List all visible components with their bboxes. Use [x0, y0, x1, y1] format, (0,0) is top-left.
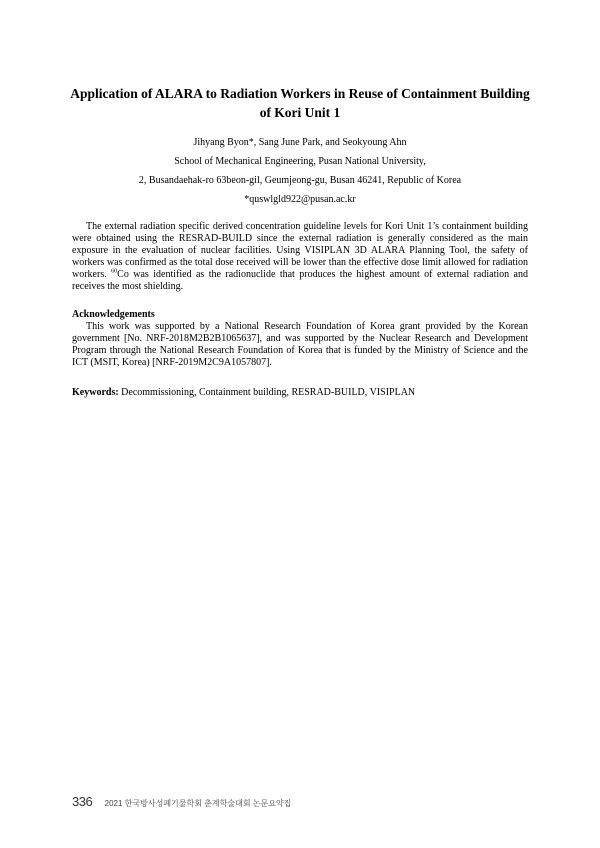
affiliation: School of Mechanical Engineering, Pusan National University, [174, 156, 426, 167]
keywords [72, 387, 528, 399]
acknowledgements-heading: Acknowledgements [72, 309, 155, 320]
page-footer [72, 793, 291, 811]
page-number: 336 [72, 794, 93, 809]
author-list: Jihyang Byon*, Sang June Park, and Seokyoung Ahn [193, 137, 407, 148]
isotope-superscript: 60 [111, 268, 118, 275]
paper-title: Application of ALARA to Radiation Workers in Reuse of Containment Building of Kori Unit 1 [70, 86, 530, 120]
email-address: *quswlgld922@pusan.ac.kr [244, 194, 356, 205]
abstract-text-part2: Co was identified as the radionuclide that produces the highest amount of external radiation and receives the most shielding. [72, 269, 528, 292]
abstract-text-part1: The external radiation specific derived concentration guideline levels for Kori Unit 1’s containment building were obtained using the RESRAD-BUILD since the external radiation is generally considered as the main exposure in the evaluation of nuclear facilities. Using VISIPLAN 3D ALARA Planning Tool, the safety of workers was confirmed as the total dose received will be lower than the effective dose limit allowed for radiation workers. [72, 221, 528, 280]
abstract [72, 221, 528, 293]
keywords-text: Decommissioning, Containment building, RESRAD-BUILD, VISIPLAN [118, 387, 416, 398]
keywords-label: Keywords: [72, 387, 119, 398]
acknowledgements-body: This work was supported by a National Research Foundation of Korea grant provided by the Korean government [No. NRF-2018M2B2B1065637], and was supported by the Nuclear Research and Development Program through the National Research Foundation of Korea that is funded by the Ministry of Science and the ICT (MSIT, Korea) [NRF-2019M2C9A1057807]. [72, 321, 528, 368]
journal-name: 2021 한국방사성폐기물학회 춘계학술대회 논문요약집 [104, 799, 292, 808]
address: 2, Busandaehak-ro 63beon-gil, Geumjeong-gu, Busan 46241, Republic of Korea [138, 175, 462, 186]
